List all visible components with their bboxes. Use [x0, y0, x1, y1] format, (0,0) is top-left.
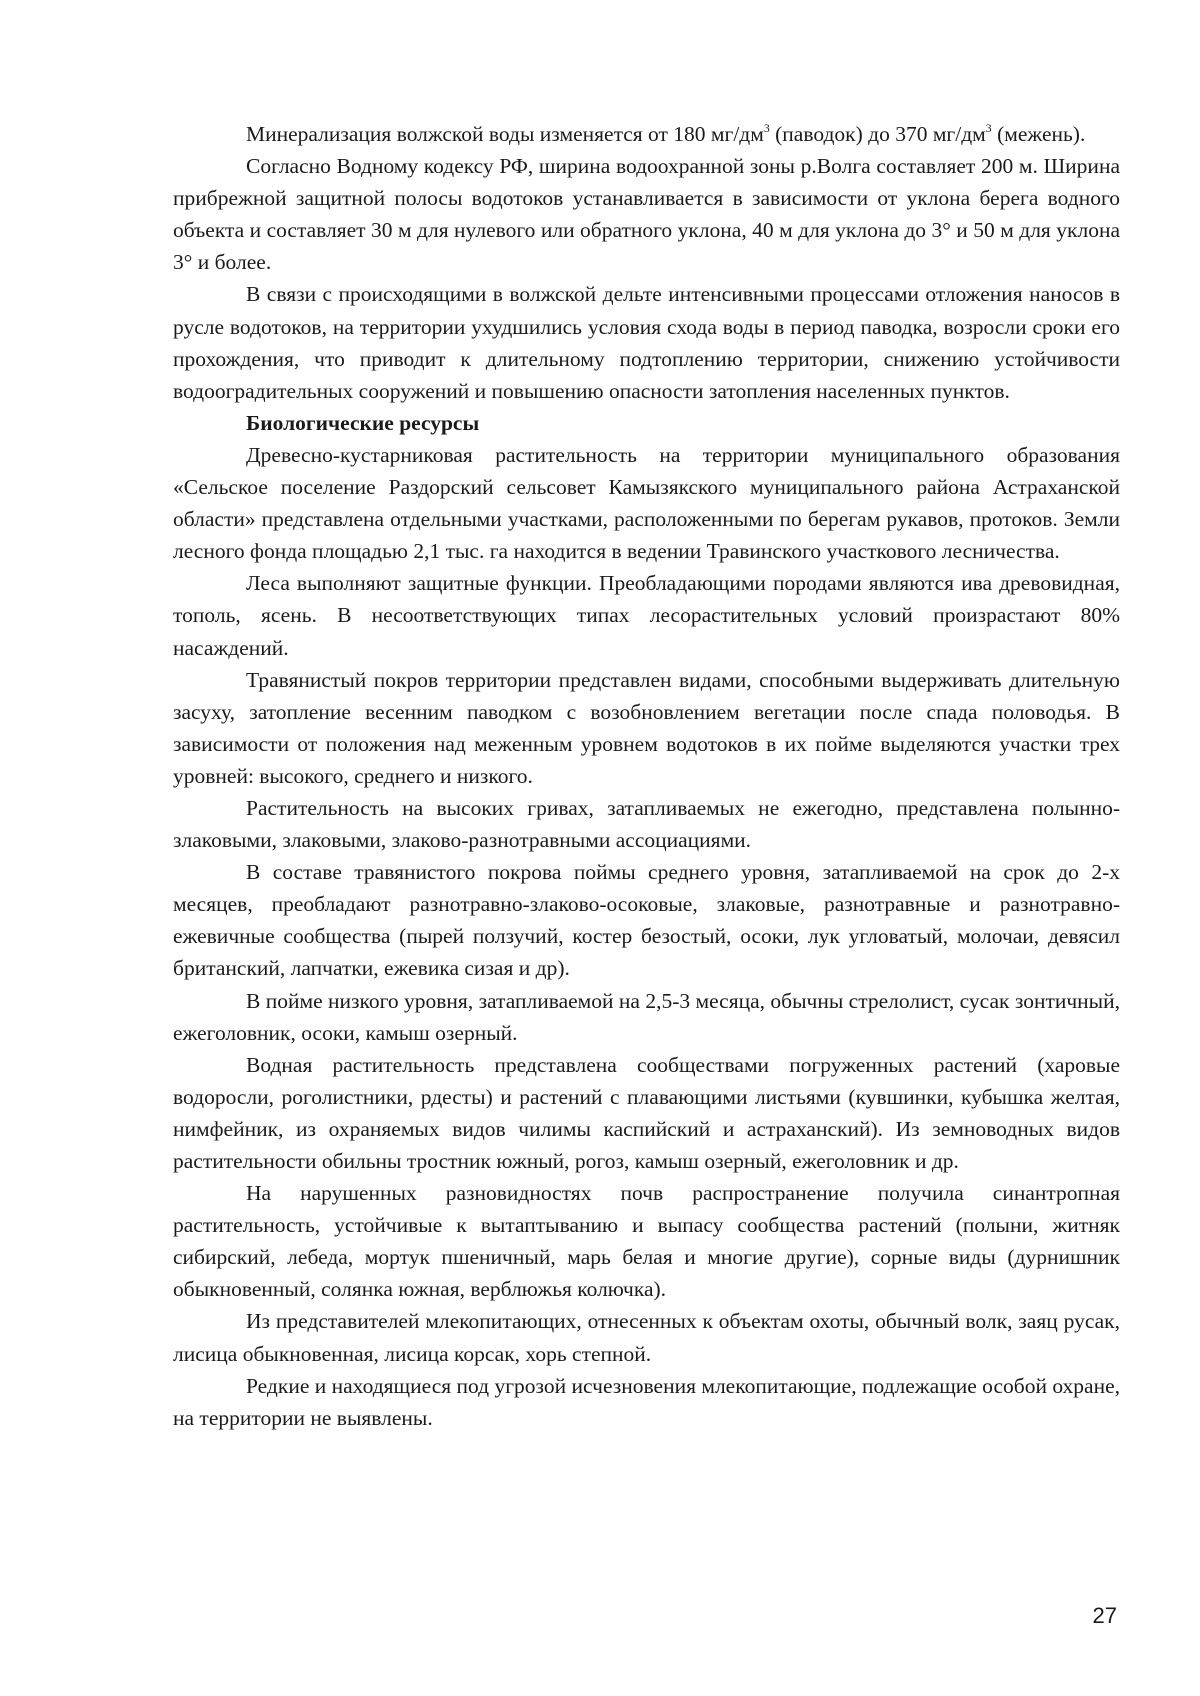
page-number: 27	[1092, 1603, 1117, 1628]
paragraph-forest-functions: Леса выполняют защитные функции. Преобладающими породами являются ива древовидная, тополь, ясень. В несоответствующих типах лесорастительных условий произрастают 80% насаждений.	[173, 571, 1120, 660]
paragraph-aquatic-vegetation: Водная растительность представлена сообществами погруженных растений (харовые водоросли, роголистники, рдесты) и растений с плавающими листьями (кувшинки, кубышка желтая, нимфейник, из охраняемых видов чилимы каспийский и астраханский). Из земноводных видов растительности обильны тростник южный, рогоз, камыш озерный, ежеголовник и др.	[173, 1052, 1120, 1173]
mineralization-text-end: (межень).	[991, 122, 1086, 146]
paragraph-woody-vegetation: Древесно-кустарниковая растительность на территории муниципального образования «Сельское поселение Раздорский сельсовет Камызякского муниципального района Астраханской области» представлена отдельными участками, расположенными по берегам рукавов, протоков. Земли лесного фонда площадью 2,1 тыс. га находится в ведении Травинского участкового лесничества.	[173, 442, 1120, 564]
mineralization-text-mid: (паводок) до 370 мг/дм	[769, 122, 986, 146]
section-heading-biological-resources: Биологические ресурсы	[246, 410, 480, 435]
paragraph-synanthropic-vegetation: На нарушенных разновидностях почв распространение получила синантропная растительность, устойчивые к вытаптыванию и выпасу сообщества растений (полыни, житняк сибирский, лебеда, мортук пшеничный, марь белая и многие другие), сорные виды (дурнишник обыкновенный, солянка южная, верблюжья колючка).	[173, 1181, 1120, 1302]
superscript-cubed: 3	[985, 121, 992, 136]
paragraph-water-protection-zone: Согласно Водному кодексу РФ, ширина водоохранной зоны р.Волга составляет 200 м. Ширина прибрежной защитной полосы водотоков устанавливается в зависимости от уклона берега водного объекта и составляет 30 м для нулевого или обратного уклона, 40 м для уклона до 3° и 50 м для уклона 3° и более.	[173, 154, 1120, 275]
mineralization-text-start: Минерализация волжской воды изменяется от 180 мг/дм	[246, 122, 764, 146]
paragraph-mineralization	[173, 118, 1120, 150]
superscript-cubed: 3	[763, 121, 770, 136]
paragraph-herbaceous-cover: Травянистый покров территории представлен видами, способными выдерживать длительную засуху, затопление весенним паводком с возобновлением вегетации после спада половодья. В зависимости от положения над меженным уровнем водотоков в их пойме выделяются участки трех уровней: высокого, среднего и низкого.	[173, 667, 1120, 788]
paragraph-high-ridges: Растительность на высоких гривах, затапливаемых не ежегодно, представлена полынно-злаковыми, злаковыми, злаково-разнотравными ассоциациями.	[173, 795, 1120, 853]
paragraph-middle-floodplain: В составе травянистого покрова поймы среднего уровня, затапливаемой на срок до 2-х месяцев, преобладают разнотравно-злаково-осоковые, злаковые, разнотравные и разнотравно-ежевичные сообщества (пырей ползучий, костер безостый, осоки, лук угловатый, молочаи, девясил британский, лапчатки, ежевика сизая и др).	[173, 860, 1120, 981]
document-body	[173, 118, 1120, 1434]
paragraph-game-mammals: Из представителей млекопитающих, отнесенных к объектам охоты, обычный волк, заяц русак, лисица обыкновенная, лисица корсак, хорь степной.	[173, 1309, 1120, 1366]
paragraph-rare-mammals: Редкие и находящиеся под угрозой исчезновения млекопитающие, подлежащие особой охране, на территории не выявлены.	[173, 1373, 1121, 1430]
paragraph-low-floodplain: В пойме низкого уровня, затапливаемой на 2,5-3 месяца, обычны стрелолист, сусак зонтичный, ежеголовник, осоки, камыш озерный.	[173, 988, 1121, 1045]
paragraph-sediment-processes: В связи с происходящими в волжской дельте интенсивными процессами отложения наносов в русле водотоков, на территории ухудшились условия схода воды в период паводка, возросли сроки его прохождения, что приводит к длительному подтоплению территории, снижению устойчивости водооградительных сооружений и повышению опасности затопления населенных пунктов.	[173, 282, 1120, 403]
